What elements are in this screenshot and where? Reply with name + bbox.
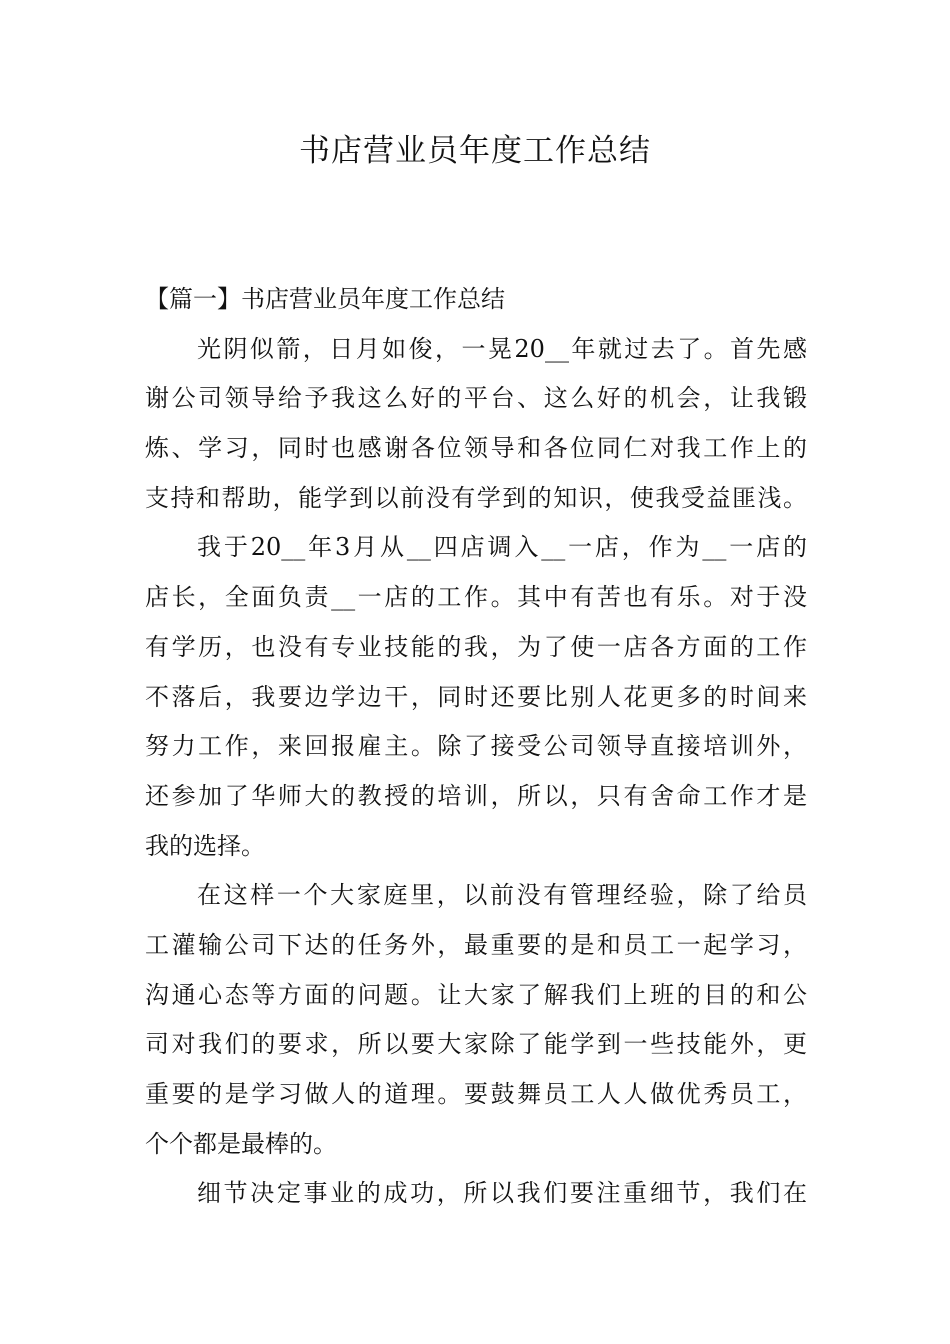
text-line: 还参加了华师大的教授的培训，所以，只有舍命工作才是 (145, 781, 807, 810)
text-line: 有学历，也没有专业技能的我，为了使一店各方面的工作 (145, 632, 807, 661)
text-line: 司对我们的要求，所以要大家除了能学到一些技能外，更 (145, 1030, 807, 1059)
text-line: 炼、学习，同时也感谢各位领导和各位同仁对我工作上的 (145, 434, 807, 463)
paragraph-4 (145, 1169, 807, 1219)
text-line: 工灌输公司下达的任务外，最重要的是和员工一起学习， (145, 930, 807, 959)
document-title: 书店营业员年度工作总结 (299, 133, 651, 169)
paragraph-2 (145, 523, 807, 871)
paragraph-1 (145, 325, 807, 524)
text-line: 个个都是最棒的。 (145, 1129, 337, 1158)
text-line: 我于20__年3月从__四店调入__一店，作为__一店的 (197, 533, 807, 562)
text-line: 不落后，我要边学边干，同时还要比别人花更多的时间来 (145, 682, 807, 711)
section-heading: 【篇一】书店营业员年度工作总结 (145, 285, 505, 313)
text-line: 沟通心态等方面的问题。让大家了解我们上班的目的和公 (145, 980, 807, 1009)
text-line: 谢公司领导给予我这么好的平台、这么好的机会，让我锻 (145, 384, 807, 413)
text-line: 在这样一个大家庭里，以前没有管理经验，除了给员 (197, 881, 807, 910)
document-body (145, 275, 807, 1219)
text-line: 重要的是学习做人的道理。要鼓舞员工人人做优秀员工， (145, 1080, 807, 1108)
text-line: 支持和帮助，能学到以前没有学到的知识，使我受益匪浅。 (145, 483, 807, 512)
paragraph-3 (145, 871, 807, 1169)
text-line: 店长，全面负责__一店的工作。其中有苦也有乐。对于没 (145, 583, 807, 612)
text-line: 细节决定事业的成功，所以我们要注重细节，我们在 (197, 1179, 807, 1208)
text-line: 努力工作，来回报雇主。除了接受公司领导直接培训外， (145, 732, 807, 761)
text-line: 光阴似箭，日月如俊，一晃20__年就过去了。首先感 (197, 334, 807, 363)
text-line: 我的选择。 (145, 831, 265, 860)
